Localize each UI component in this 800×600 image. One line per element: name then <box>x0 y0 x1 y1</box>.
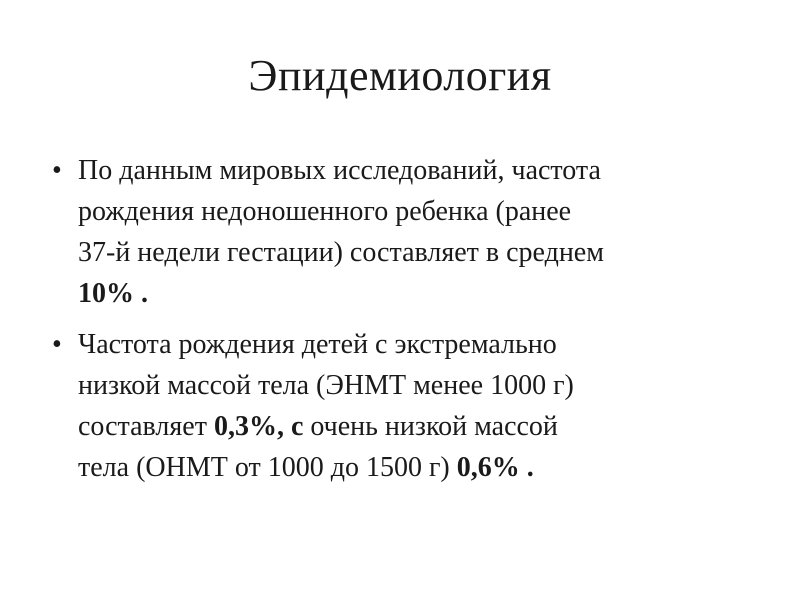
text-segment: рождения недоношенного ребенка (ранее <box>78 196 572 227</box>
text-segment: составляет <box>78 411 214 442</box>
text-segment: низкой массой тела (ЭНМТ менее 1000 г) <box>78 370 574 401</box>
bullet-1-line-3 <box>78 232 770 273</box>
bullet-dot-icon: • <box>52 155 62 186</box>
bold-segment: 0,3%, с <box>213 411 304 442</box>
text-segment: тела (ОНМТ от 1000 до 1500 г) <box>78 452 457 483</box>
bullet-2-line-2 <box>78 365 770 406</box>
bullet-item-1 <box>40 150 770 314</box>
bullet-1-line-1 <box>78 150 770 191</box>
text-segment: 37-й недели гестации) составляет в среднем <box>78 237 604 268</box>
text-segment: очень низкой массой <box>303 411 558 442</box>
bold-segment: 10% . <box>78 278 148 309</box>
slide-title: Эпидемиология <box>248 51 552 100</box>
bold-segment: 0,6% . <box>456 452 534 483</box>
bullet-1-line-4 <box>78 273 770 314</box>
bullet-item-2 <box>40 324 770 488</box>
bullet-2-line-3 <box>78 406 770 447</box>
bullet-list <box>40 150 770 498</box>
bullet-1-line-2 <box>78 191 770 232</box>
text-segment: Частота рождения детей с экстремально <box>78 329 557 360</box>
bullet-2-line-1 <box>78 324 770 365</box>
bullet-2-line-4 <box>78 447 770 488</box>
text-segment: По данным мировых исследований, частота <box>78 155 601 186</box>
bullet-dot-icon: • <box>52 329 62 360</box>
